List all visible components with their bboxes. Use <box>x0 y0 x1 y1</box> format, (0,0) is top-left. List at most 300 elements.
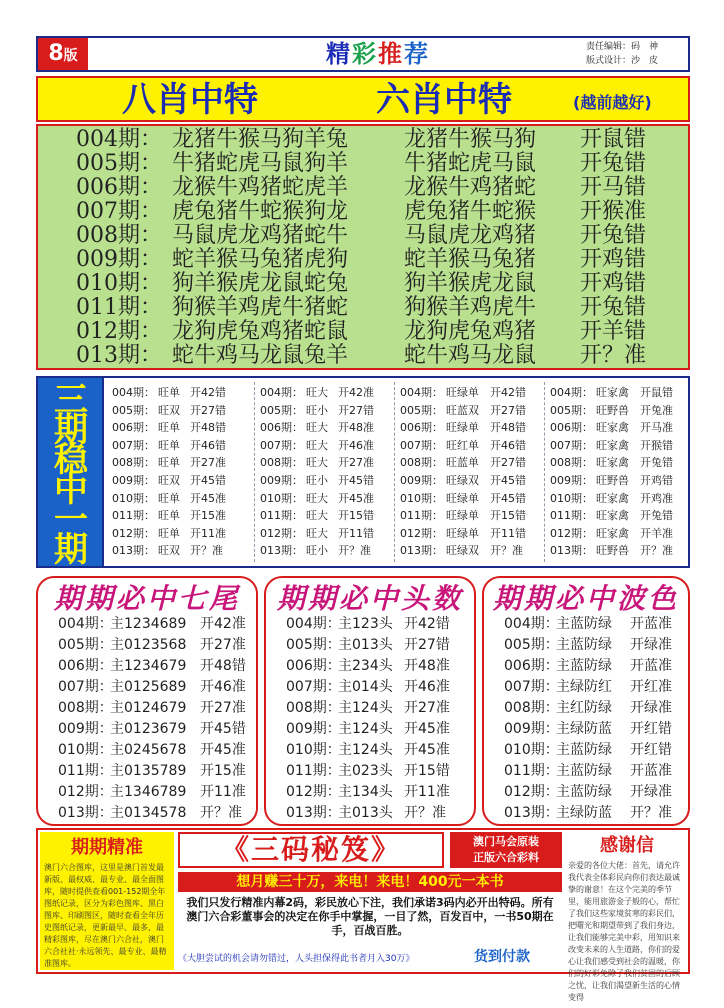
eight-zodiac-pick: 虎兔猪牛蛇猴狗龙 <box>172 199 349 224</box>
trend-pick: 旺大 <box>306 491 328 505</box>
trend-row <box>550 419 690 437</box>
zodiac-section-header <box>36 76 690 122</box>
six-zodiac-pick: 蛇羊猴马兔猪 <box>404 247 537 272</box>
edition-number: 8 <box>48 41 64 66</box>
trend-row <box>400 507 540 525</box>
draw-result: 开46准 <box>200 679 246 695</box>
zodiac-subtitle: (越前越好) <box>573 93 652 112</box>
trend-row <box>260 384 400 402</box>
draw-result: 开15错 <box>338 509 374 523</box>
must-win-row <box>286 614 474 635</box>
trend-row <box>112 402 252 420</box>
trend-pick: 旺绿双 <box>446 544 479 558</box>
label-char: 期 <box>54 530 88 570</box>
must-win-pick: 主红防绿 <box>556 700 612 716</box>
trend-pick: 旺家禽 <box>596 509 629 523</box>
credits <box>586 40 688 68</box>
period-label: 012期： <box>286 784 341 800</box>
footer-left-text: 澳门六合图库，这里是澳门首发最新版、最权威、最专业、最全面图库，随时提供查看001-152期全年图纸记录，区分为彩色图库、黑白图库、印刷图区，随时查看全年历史图纸记录，更新最早、最多，最精彩图库，尽在澳门六合社，澳门六合社社·永远领先、最专业、最精准图库。 <box>44 863 167 968</box>
draw-result: 开11准 <box>404 784 450 800</box>
credit-editor: 责任编辑：码 神 <box>586 42 659 52</box>
org-label <box>450 832 562 868</box>
must-win-row <box>58 614 256 635</box>
zodiac-row <box>76 320 676 344</box>
page-header <box>36 36 690 72</box>
period-label: 013期： <box>550 544 593 558</box>
draw-result: 开27准 <box>200 637 246 653</box>
period-label: 009期： <box>58 721 113 737</box>
eight-zodiac-pick: 龙狗虎兔鸡猪蛇鼠 <box>172 319 349 344</box>
trend-row <box>400 384 540 402</box>
book-brand: 《三码秘笈》 <box>220 833 401 866</box>
period-label: 006期： <box>112 421 155 435</box>
draw-result: 开？准 <box>580 343 647 368</box>
period-label: 008期： <box>550 456 593 470</box>
draw-result: 开48准 <box>338 421 374 435</box>
period-label: 013期： <box>260 544 303 558</box>
six-zodiac-pick: 龙猴牛鸡猪蛇 <box>404 175 537 200</box>
draw-result: 开猴准 <box>580 199 647 224</box>
period-label: 004期： <box>504 616 559 632</box>
six-zodiac-pick: 狗猴羊鸡虎牛 <box>404 295 537 320</box>
draw-result: 开羊准 <box>640 526 673 540</box>
period-label: 007期： <box>112 438 155 452</box>
draw-result: 开兔错 <box>640 456 673 470</box>
draw-result: 开？准 <box>630 805 672 821</box>
trend-pick: 旺双 <box>158 544 180 558</box>
draw-result: 开？准 <box>640 544 673 558</box>
period-label: 007期： <box>550 438 593 452</box>
period-label: 006期： <box>260 421 303 435</box>
period-label: 004期： <box>400 386 443 399</box>
trend-row <box>400 542 540 560</box>
draw-result: 开45准 <box>190 491 226 505</box>
must-win-pick: 主013头 <box>338 637 393 653</box>
draw-result: 开兔错 <box>580 223 647 248</box>
period-label: 006期： <box>400 421 443 435</box>
must-win-box <box>482 576 690 826</box>
footer-left-panel <box>40 832 174 970</box>
period-label: 012期： <box>76 319 162 344</box>
eight-zodiac-pick: 龙猴牛鸡猪蛇虎羊 <box>172 175 349 200</box>
must-win-row <box>286 761 474 782</box>
must-win-pick: 主0134578 <box>110 805 187 821</box>
must-win-row <box>504 635 688 656</box>
period-label: 005期： <box>58 637 113 653</box>
trend-pick: 旺单 <box>158 421 180 435</box>
zodiac-row <box>76 128 676 152</box>
period-label: 009期： <box>112 474 155 487</box>
must-win-pick: 主0123568 <box>110 637 187 653</box>
draw-result: 开？准 <box>490 544 523 558</box>
trend-pick: 旺家禽 <box>596 526 629 540</box>
six-zodiac-pick: 牛猪蛇虎马鼠 <box>404 151 537 176</box>
draw-result: 开猴错 <box>640 438 673 452</box>
draw-result: 开45准 <box>338 491 374 505</box>
trend-row <box>400 437 540 455</box>
period-label: 008期： <box>58 700 113 716</box>
period-label: 008期： <box>112 456 155 470</box>
trend-pick: 旺红单 <box>446 438 479 452</box>
draw-result: 开45错 <box>200 721 246 737</box>
draw-result: 开红准 <box>630 679 672 695</box>
trend-row <box>112 419 252 437</box>
period-label: 013期： <box>112 544 155 558</box>
period-label: 011期： <box>550 509 593 523</box>
period-label: 009期： <box>260 474 303 487</box>
period-label: 010期： <box>58 742 113 758</box>
cash-on-delivery: 货到付款 <box>474 949 530 965</box>
label-char: 期 <box>54 410 88 450</box>
draw-result: 开？准 <box>404 805 446 821</box>
must-win-box <box>36 576 258 826</box>
zodiac-row <box>76 272 676 296</box>
period-label: 012期： <box>112 526 155 540</box>
thank-you-title: 感谢信 <box>600 835 654 856</box>
draw-result: 开27错 <box>338 403 374 417</box>
period-label: 008期： <box>286 700 341 716</box>
trend-pick: 旺单 <box>158 491 180 505</box>
draw-result: 开45错 <box>190 474 226 487</box>
trend-pick: 旺大 <box>306 438 328 452</box>
draw-result: 开蓝准 <box>630 763 672 779</box>
must-win-pick: 主234头 <box>338 658 393 674</box>
draw-result: 开45错 <box>490 491 526 505</box>
trend-pick: 旺大 <box>306 421 328 435</box>
six-zodiac-pick: 龙猪牛猴马狗 <box>404 127 537 152</box>
period-label: 013期： <box>504 805 559 821</box>
must-win-pick: 主蓝防绿 <box>556 658 612 674</box>
must-win-row <box>504 719 688 740</box>
draw-result: 开27错 <box>190 403 226 417</box>
must-win-title: 期期必中七尾 <box>53 582 240 615</box>
footer-left-title: 期期精准 <box>71 837 143 858</box>
period-label: 005期： <box>76 151 162 176</box>
must-win-row <box>504 761 688 782</box>
draw-result: 开45错 <box>338 474 374 487</box>
trend-pick: 旺小 <box>306 403 328 417</box>
trend-pick: 旺家禽 <box>596 491 629 505</box>
period-label: 005期： <box>400 403 443 417</box>
period-label: 007期： <box>76 199 162 224</box>
book-banner <box>178 832 444 868</box>
period-label: 006期： <box>76 175 162 200</box>
period-label: 011期： <box>504 763 559 779</box>
must-win-row <box>504 698 688 719</box>
column-divider <box>254 382 255 562</box>
period-label: 006期： <box>504 658 559 674</box>
three-period-columns <box>104 378 688 566</box>
period-label: 013期： <box>286 805 341 821</box>
zodiac-row <box>76 248 676 272</box>
period-label: 004期： <box>112 386 155 399</box>
period-label: 008期： <box>260 456 303 470</box>
trend-row <box>550 402 690 420</box>
trend-row <box>260 472 400 490</box>
draw-result: 开绿准 <box>630 700 672 716</box>
footer <box>36 828 690 1002</box>
must-win-row <box>286 635 474 656</box>
period-label: 009期： <box>286 721 341 737</box>
draw-result: 开46错 <box>490 438 526 452</box>
period-label: 008期： <box>400 456 443 470</box>
draw-result: 开11错 <box>338 526 374 540</box>
must-win-row <box>286 803 474 824</box>
must-win-pick: 主013头 <box>338 805 393 821</box>
draw-result: 开11准 <box>190 526 226 540</box>
draw-result: 开兔错 <box>580 151 647 176</box>
must-win-pick: 主蓝防绿 <box>556 742 612 758</box>
period-label: 005期： <box>286 637 341 653</box>
period-label: 010期： <box>504 742 559 758</box>
trend-row <box>112 384 252 402</box>
draw-result: 开45错 <box>490 474 526 487</box>
trend-pick: 旺单 <box>158 386 180 399</box>
period-label: 005期： <box>112 403 155 417</box>
must-win-title: 期期必中头数 <box>276 582 463 615</box>
eight-zodiac-title: 八肖中特 <box>122 80 258 120</box>
period-label: 008期： <box>76 223 162 248</box>
trend-pick: 旺小 <box>306 474 328 487</box>
trend-pick: 旺双 <box>158 474 180 487</box>
period-label: 012期： <box>504 784 559 800</box>
draw-result: 开？准 <box>338 544 371 558</box>
must-win-row <box>504 740 688 761</box>
must-win-row <box>58 719 256 740</box>
period-label: 006期： <box>58 658 113 674</box>
period-label: 005期： <box>550 403 593 417</box>
must-win-pick: 主蓝防绿 <box>556 784 612 800</box>
draw-result: 开鸡错 <box>640 474 673 487</box>
trend-row <box>400 419 540 437</box>
period-label: 005期： <box>504 637 559 653</box>
trend-pick: 旺家禽 <box>596 421 629 435</box>
trend-row <box>260 402 400 420</box>
must-win-row <box>286 677 474 698</box>
must-win-pick: 主1346789 <box>110 784 187 800</box>
trend-row <box>550 490 690 508</box>
period-label: 010期： <box>112 491 155 505</box>
must-win-row <box>286 698 474 719</box>
must-win-row <box>58 761 256 782</box>
trend-pick: 旺野兽 <box>596 474 629 487</box>
eight-zodiac-pick: 狗猴羊鸡虎牛猪蛇 <box>172 295 349 320</box>
trend-column <box>260 384 400 562</box>
must-win-row <box>58 803 256 824</box>
trend-column <box>112 384 252 562</box>
draw-result: 开鼠错 <box>640 386 673 399</box>
label-char: 中 <box>54 470 88 510</box>
trend-row <box>400 454 540 472</box>
draw-result: 开兔准 <box>640 403 673 417</box>
trend-row <box>260 437 400 455</box>
zodiac-row <box>76 200 676 224</box>
draw-result: 开27错 <box>490 456 526 470</box>
draw-result: 开42准 <box>200 616 246 632</box>
period-label: 012期： <box>58 784 113 800</box>
period-label: 013期： <box>76 343 162 368</box>
must-win-row <box>504 677 688 698</box>
must-win-row <box>286 719 474 740</box>
period-label: 011期： <box>58 763 113 779</box>
trend-pick: 旺大 <box>306 509 328 523</box>
trend-row <box>112 437 252 455</box>
trend-pick: 旺野兽 <box>596 403 629 417</box>
must-win-row <box>58 698 256 719</box>
must-win-pick: 主124头 <box>338 721 393 737</box>
six-zodiac-pick: 虎兔猪牛蛇猴 <box>404 199 537 224</box>
period-label: 010期： <box>76 271 162 296</box>
period-label: 011期： <box>260 509 303 523</box>
trend-row <box>260 542 400 560</box>
draw-result: 开48错 <box>200 658 246 674</box>
draw-result: 开42错 <box>404 616 450 632</box>
draw-result: 开蓝准 <box>630 616 672 632</box>
period-label: 007期： <box>286 679 341 695</box>
draw-result: 开蓝准 <box>630 658 672 674</box>
draw-result: 开马错 <box>580 175 647 200</box>
trend-pick: 旺单 <box>158 456 180 470</box>
draw-result: 开11错 <box>490 526 526 540</box>
period-label: 012期： <box>400 526 443 540</box>
period-label: 010期： <box>286 742 341 758</box>
must-win-pick: 主124头 <box>338 700 393 716</box>
edition-suffix: 版 <box>63 48 78 64</box>
period-label: 011期： <box>112 509 155 523</box>
trend-pick: 旺大 <box>306 386 328 399</box>
trend-pick: 旺小 <box>306 544 328 558</box>
must-win-pick: 主123头 <box>338 616 393 632</box>
must-win-pick: 主0123679 <box>110 721 187 737</box>
must-win-pick: 主1234689 <box>110 616 187 632</box>
thank-you-text: 亲爱的各位大佬：首先，请允许我代表全体彩民向你们表达最诚挚的谢意！在这个完美的季节里，能用旅游金子般的心，帮忙了我们这些家境贫寒的彩民们，把曙光和期望带到了我们身边，让我们能够完美中彩，用知识来改变未来的人生道路，你们的爱心让我们感受到社会的温暖，你们的好彩免除了我们贫困的后顾之忧，让我们渴望新生活的心情变得 <box>568 861 680 1002</box>
draw-result: 开鸡准 <box>640 491 673 505</box>
draw-result: 开15错 <box>404 763 450 779</box>
zodiac-row <box>76 344 676 368</box>
trend-column <box>550 384 690 562</box>
must-win-row <box>504 656 688 677</box>
trend-row <box>112 472 252 490</box>
draw-result: 开15错 <box>490 509 526 523</box>
must-win-title: 期期必中波色 <box>492 582 679 615</box>
page-title-char: 推 <box>378 40 404 68</box>
period-label: 009期： <box>550 474 593 487</box>
trend-pick: 旺绿单 <box>446 526 479 540</box>
trend-row <box>550 507 690 525</box>
draw-result: 开15准 <box>200 763 246 779</box>
zodiac-row <box>76 296 676 320</box>
book-foot-note: 《大胆尝试的机会请勿错过，人头担保得此书者月入30万》 <box>178 954 415 964</box>
trend-pick: 旺野兽 <box>596 544 629 558</box>
draw-result: 开27准 <box>404 700 450 716</box>
period-label: 006期： <box>286 658 341 674</box>
draw-result: 开48错 <box>190 421 226 435</box>
draw-result: 开15准 <box>190 509 226 523</box>
draw-result: 开27准 <box>200 700 246 716</box>
must-win-pick: 主0135789 <box>110 763 187 779</box>
must-win-row <box>58 740 256 761</box>
must-win-row <box>58 782 256 803</box>
book-slogan: 想月赚三十万，来电！来电！400元一本书 <box>178 872 562 892</box>
six-zodiac-title: 六肖中特 <box>376 80 512 120</box>
edition-badge <box>38 38 88 70</box>
must-win-pick: 主绿防红 <box>556 679 612 695</box>
draw-result: 开绿准 <box>630 637 672 653</box>
draw-result: 开马准 <box>640 421 673 435</box>
org-line-1: 澳门马会原装 <box>473 835 539 848</box>
eight-zodiac-pick: 蛇牛鸡马龙鼠兔羊 <box>172 343 349 368</box>
trend-row <box>260 525 400 543</box>
period-label: 005期： <box>260 403 303 417</box>
zodiac-row <box>76 176 676 200</box>
must-win-row <box>286 782 474 803</box>
draw-result: 开48准 <box>404 658 450 674</box>
label-char: 稳 <box>54 440 88 480</box>
must-win-pick: 主蓝防绿 <box>556 616 612 632</box>
trend-pick: 旺单 <box>158 509 180 523</box>
period-label: 004期： <box>76 127 162 152</box>
page-title-char: 精 <box>326 40 352 68</box>
trend-row <box>550 454 690 472</box>
draw-result: 开红错 <box>630 721 672 737</box>
column-divider <box>394 382 395 562</box>
eight-zodiac-pick: 蛇羊猴马兔猪虎狗 <box>172 247 349 272</box>
trend-row <box>112 507 252 525</box>
period-label: 010期： <box>260 491 303 505</box>
trend-row <box>400 402 540 420</box>
draw-result: 开鼠错 <box>580 127 647 152</box>
six-zodiac-pick: 马鼠虎龙鸡猪 <box>404 223 537 248</box>
trend-row <box>400 525 540 543</box>
trend-row <box>112 542 252 560</box>
trend-pick: 旺双 <box>158 403 180 417</box>
zodiac-table <box>36 124 690 370</box>
draw-result: 开45准 <box>200 742 246 758</box>
period-label: 004期： <box>58 616 113 632</box>
page-title-char: 彩 <box>352 40 378 68</box>
draw-result: 开兔错 <box>580 295 647 320</box>
page-title <box>268 39 488 69</box>
trend-pick: 旺蓝双 <box>446 403 479 417</box>
period-label: 004期： <box>286 616 341 632</box>
must-win-row <box>286 740 474 761</box>
column-divider <box>544 382 545 562</box>
draw-result: 开？准 <box>190 544 223 558</box>
trend-row <box>260 490 400 508</box>
must-win-pick: 主023头 <box>338 763 393 779</box>
trend-row <box>112 525 252 543</box>
zodiac-row <box>76 152 676 176</box>
must-win-pick: 主014头 <box>338 679 393 695</box>
trend-row <box>260 507 400 525</box>
trend-row <box>400 472 540 490</box>
must-win-row <box>58 635 256 656</box>
trend-pick: 旺大 <box>306 526 328 540</box>
trend-row <box>112 454 252 472</box>
six-zodiac-pick: 龙狗虎兔鸡猪 <box>404 319 537 344</box>
draw-result: 开羊错 <box>580 319 647 344</box>
thank-you-panel <box>566 832 688 1002</box>
must-win-row <box>504 782 688 803</box>
trend-column <box>400 384 540 562</box>
draw-result: 开绿准 <box>630 784 672 800</box>
must-win-pick: 主绿防蓝 <box>556 721 612 737</box>
period-label: 013期： <box>58 805 113 821</box>
trend-pick: 旺绿单 <box>446 491 479 505</box>
period-label: 011期： <box>76 295 162 320</box>
trend-row <box>550 437 690 455</box>
draw-result: 开46准 <box>338 438 374 452</box>
